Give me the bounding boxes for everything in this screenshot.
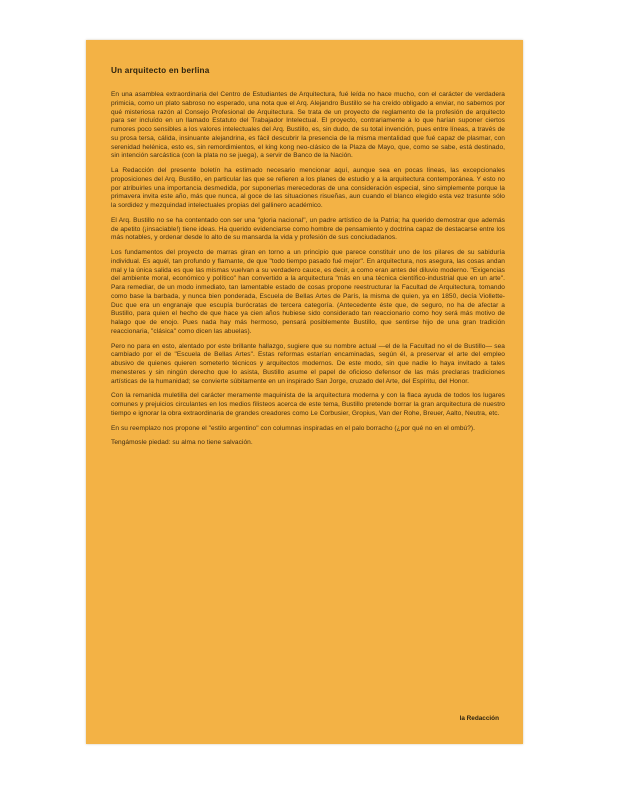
paragraph-7: En su reemplazo nos propone el "estilo argentino" con columnas inspiradas en el palo borracho (¿por qué no en el ombú?).	[111, 424, 476, 432]
document-title: Un arquitecto en berlina	[111, 66, 210, 75]
paragraph-3: El Arq. Bustillo no se ha contentado con ser una "gloria nacional", un padre artístico de la Patria; ha querido demostrar que además de apetito (¡insaciable!) tiene ideas. Ha querido evidenciarse como hombre de pensamiento y doctrina capaz de destacarse entre los más notables, y ordenar desde lo alto de su mansarda la vida y profesión de sus conciudadanos.	[111, 216, 505, 242]
paragraph-5: Pero no para en esto, alentado por este brillante hallazgo, sugiere que su nombre actual —el de la Facultad no el de Bustillo— sea cambiado por el de "Escuela de Bellas Artes". Estas reformas estarían encaminadas, según él, a preservar el arte del empleo abusivo de quienes quieren someterlo técnicos y arquitectos modernos. De este modo, sin que nadie lo haya invitado a tales menesteres y sin ningún derecho que lo asista, Bustillo asume el papel de oficioso defensor de las más preclaras tradiciones artísticas de la humanidad; se convierte súbitamente en un inspirado San Jorge, cruzado del Arte, del Espíritu, del Honor.	[111, 342, 505, 385]
paragraph-1: En una asamblea extraordinaria del Centro de Estudiantes de Arquitectura, fué leída no hace mucho, con el carácter de verdadera primicia, como un plato sabroso no esperado, una nota que el Arq. Alejandro Bustillo se ha creído obligado a enviar, no sabemos por qué misteriosa razón al Consejo Profesional de Arquitectura. Se trata de un proyecto de reglamento de la profesión de arquitecto para ser incluído en un llamado Estatuto del Trabajador Intelectual. El proyecto, contrariamente a lo que harían suponer ciertos rumores poco sensibles a los valores intelectuales del Arq. Bustillo, es, sin dudo, de su total invención, pues entre líneas, a través de su prosa tersa, cálida, insinuante alejandrina, es fácil descubrir la presencia de la misma mentalidad que fué capaz de plasmar, con serenidad helénica, esto es, sin remordimientos, el king kong neo-clásico de la Plaza de Mayo, que, como se sabe, está destinado, sin intención sarcástica (con la plata no se juega), a servir de Banco de la Nación.	[111, 91, 505, 160]
document-page	[86, 40, 523, 744]
paragraph-6: Con la remanida muletilla del carácter meramente maquinista de la arquitectura moderna y con la flaca ayuda de todos los lugares comunes y prejuicios circulantes en los medios filisteos acerca de este tema, Bustillo pretende borrar la gran arquitectura de nuestro tiempo e ignorar la obra extraordinaria de grandes creadores como Le Corbusier, Gropius, Van der Rohe, Breuer, Aalto, Neutra, etc.	[111, 392, 505, 417]
paragraph-8: Tengámosle piedad: su alma no tiene salvación.	[111, 439, 253, 447]
signature: la Redacción	[459, 715, 499, 722]
paragraph-4: Los fundamentos del proyecto de marras giran en torno a un principio que parece constituir uno de los pilares de su sabiduría individual. Es aquél, tan profundo y flamante, de que "todo tiempo pasado fué mejor". En arquitectura, nos asegura, las cosas andan mal y la única salida es que las mismas vuelvan a su verdadero cauce, es decir, a como eran antes del diluvio moderno. "Exigencias del ambiente moral, económico y político" han convertido a la arquitectura "más en una técnica científico-industrial que en un arte". Para remediar, de un modo inmediato, tan lamentable estado de cosas propone reestructurar la Facultad de Arquitectura, tomando como base la barbada, y nunca bien ponderada, Escuela de Bellas Artes de París, la misma de quien, ya en 1850, decía Viollette-Duc que era un engranaje que escupía burócratas de tercera categoría. (Antecedente éste que, de seguro, no ha de afectar a Bustillo, para quien el hecho de que hace ya cien años hubiese sido considerado tan reaccionario como hoy será más motivo de halago que de enojo. Pues nada hay más hermoso, pensará posiblemente Bustillo, que sentirse hijo de una gran tradición reaccionaria, "clásica" como dicen las abuelas).	[111, 249, 505, 335]
paragraph-2: La Redacción del presente boletín ha estimado necesario mencionar aquí, aunque sea en pocas líneas, las excepcionales proposiciones del Arq. Bustillo, en particular las que se refieren a los planes de estudio y a la arquitectura contemporánea. Y esto no por atribuirles una importancia desmedida, por suponerlas merecedoras de una consideración especial, sino simplemente porque la primavera invita este año, más que nunca, al goce de las situaciones risueñas, aun cuando el blanco elegido esta vez trasunte sólo la sordidez y mezquindad intelectuales propias del gallinero académico.	[111, 167, 505, 209]
